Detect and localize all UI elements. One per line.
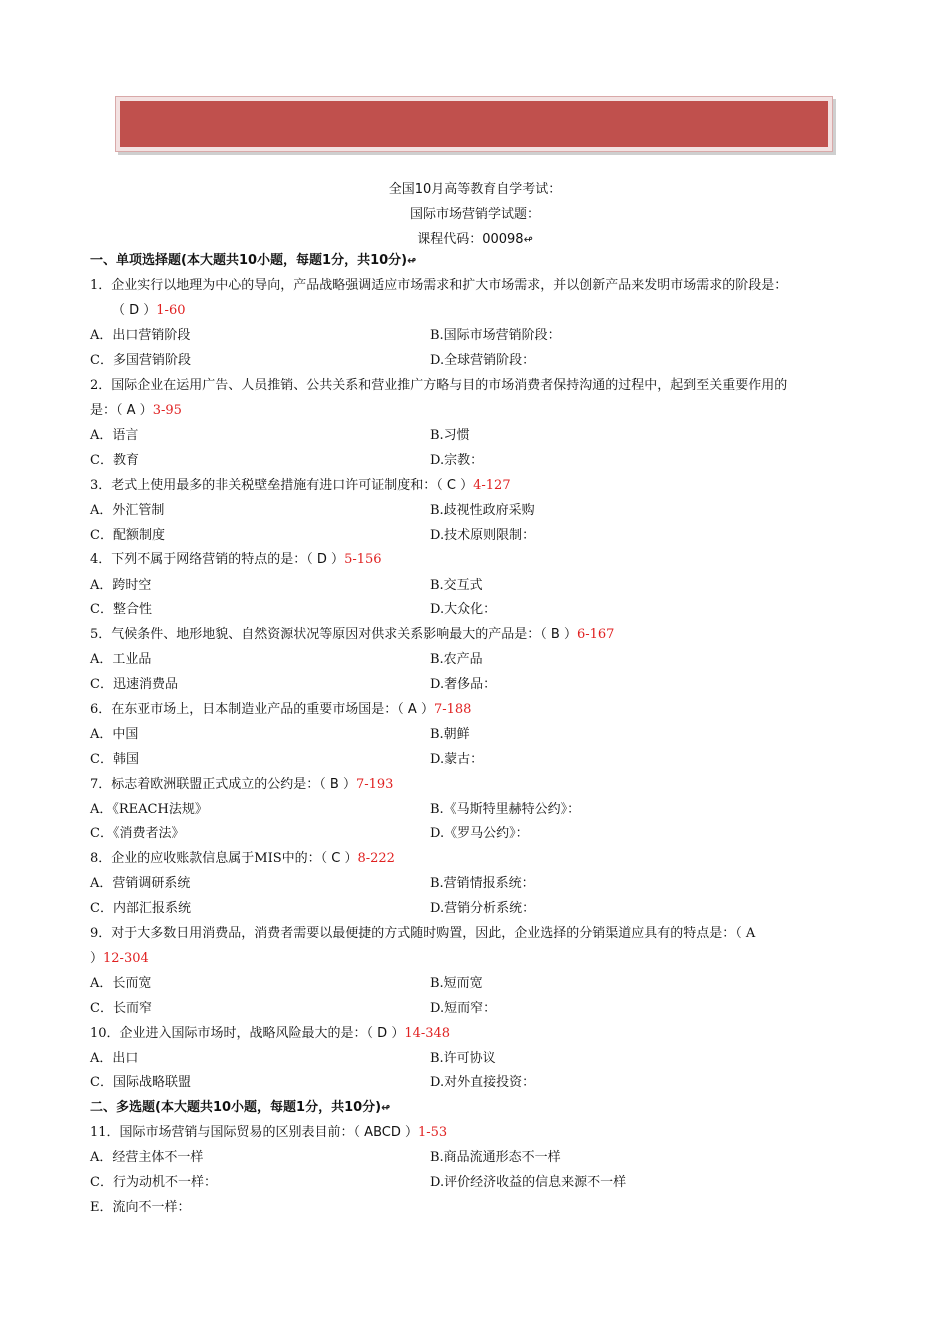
paragraph-mark-icon: ↫ [381,1101,391,1114]
question-text: 10．企业进入国际市场时，战略风险最大的是： [90,1026,367,1041]
question-text: 5．气候条件、地形地貌、自然资源状况等原因对供求关系影响最大的产品是： [90,627,541,642]
option-a: A．营销调研系统 [90,876,191,891]
section-title: 二、多选题(本大题共10小题，每题1分，共10分) [90,1100,382,1115]
option-b: B.歧视性政府采购 [430,503,535,518]
option-a: A．跨时空 [90,578,152,593]
paragraph-mark-icon: ↫ [407,254,417,267]
question-11 [90,1123,447,1143]
answer: （ C ） [436,478,474,493]
page-ref: 6-167 [576,627,615,642]
option-a: A．《REACH法规》 [90,802,208,817]
question-8 [90,849,395,869]
question-text: 6．在东亚市场上，日本制造业产品的重要市场国是： [90,702,398,717]
option-d: D.宗教： [430,453,484,468]
page-ref: 7-188 [433,702,472,717]
answer: （ A ） [116,403,153,418]
page-ref: 4-127 [473,478,511,493]
answer: （ B ） [540,627,577,642]
header-banner-fill [120,101,828,147]
option-d: D.《罗马公约》： [430,826,529,841]
option-d: D.短而窄： [430,1001,497,1016]
option-c: C．国际战略联盟 [90,1075,191,1090]
page-ref: 7-193 [355,777,394,792]
answer: （ C ） [320,851,358,866]
option-a: A．语言 [90,428,139,443]
option-a: A．中国 [90,727,139,742]
course-code [0,228,950,247]
page-ref: 5-156 [344,552,382,567]
option-c: C．整合性 [90,602,152,617]
section-single-choice [90,251,416,271]
option-d: D.蒙古： [430,752,484,767]
option-c: C．多国营销阶段 [90,353,191,368]
question-2: 2．国际企业在运用广告、人员推销、公共关系和营业推广方略与目的市场消费者保持沟通的过程中，起到至关重要作用的 [90,378,788,393]
answer: （ B ） [319,777,356,792]
option-b: B.短而宽 [430,976,483,991]
option-b: B.朝鲜 [430,727,470,742]
question-10 [90,1024,450,1044]
question-text: 4．下列不属于网络营销的特点的是： [90,552,307,567]
option-d: D.奢侈品： [430,677,497,692]
option-c: C．教育 [90,453,139,468]
option-a: A．长而宽 [90,976,152,991]
option-c: C．配额制度 [90,528,165,543]
section-title: 一、单项选择题(本大题共10小题，每题1分，共10分) [90,253,408,268]
question-9: 9．对于大多数日用消费品，消费者需要以最便捷的方式随时购置，因此，企业选择的分销渠道应具有的特点是：（ A [90,926,756,941]
question-2-text-cont: 是： [90,403,117,418]
page-ref: 14-348 [404,1026,451,1041]
option-c: C．行为动机不一样： [90,1175,217,1190]
option-b: B.许可协议 [430,1051,496,1066]
option-b: B.《马斯特里赫特公约》： [430,802,581,817]
header-banner [115,96,833,152]
option-c: C．长而窄 [90,1001,152,1016]
question-9-text-cont: ） [90,951,104,966]
option-b: B.商品流通形态不一样 [430,1150,561,1165]
question-3 [90,476,511,496]
section-multiple-choice [90,1098,390,1118]
option-d: D.对外直接投资： [430,1075,536,1090]
question-text: 8．企业的应收账款信息属于MIS中的： [90,851,321,866]
page-ref: 8-222 [357,851,395,866]
question-1: 1．企业实行以地理为中心的导向，产品战略强调适应市场需求和扩大市场需求，并以创新产品来发明市场需求的阶段是： [90,278,788,293]
option-d: D.评价经济收益的信息来源不一样 [430,1175,627,1190]
option-e: E．流向不一样： [90,1200,191,1215]
question-text: 7．标志着欧洲联盟正式成立的公约是： [90,777,320,792]
subject-title: 国际市场营销学试题： [409,207,540,222]
answer: （ D ） [366,1026,405,1041]
option-b: B.交互式 [430,578,483,593]
page-ref: 1-53 [417,1125,448,1140]
option-d: D.技术原则限制： [430,528,536,543]
question-5 [90,625,614,645]
answer: （ D ） [306,552,345,567]
question-text: 11．国际市场营销与国际贸易的区别表目前： [90,1125,354,1140]
option-b: B.营销情报系统： [430,876,535,891]
exam-title: 全国10月高等教育自学考试： [388,182,562,197]
course-code-text: 课程代码：00098 [417,232,524,247]
option-a: A．外汇管制 [90,503,165,518]
option-b: B.习惯 [430,428,470,443]
question-text: 3．老式上使用最多的非关税壁垒措施有进口许可证制度和： [90,478,437,493]
question-1-answer [112,301,186,321]
page-ref: 3-95 [152,403,182,418]
option-c: C．内部汇报系统 [90,901,191,916]
option-c: C．韩国 [90,752,139,767]
option-c: C．《消费者法》 [90,826,185,841]
option-d: D.营销分析系统： [430,901,536,916]
page-ref: 1-60 [156,303,186,318]
answer: （ D ） [112,303,157,318]
option-a: A．工业品 [90,652,152,667]
option-d: D.全球营销阶段： [430,353,536,368]
paragraph-mark-icon: ↫ [523,233,533,246]
question-9-answer [90,949,149,969]
option-a: A．经营主体不一样 [90,1150,204,1165]
option-a: A．出口营销阶段 [90,328,191,343]
question-4 [90,550,382,570]
option-c: C．迅速消费品 [90,677,178,692]
question-7 [90,775,393,795]
question-6 [90,700,471,720]
option-d: D.大众化： [430,602,497,617]
option-a: A．出口 [90,1051,139,1066]
option-b: B.国际市场营销阶段： [430,328,561,343]
answer: （ ABCD ） [353,1125,418,1140]
question-2-answer [90,401,182,421]
answer: （ A ） [397,702,434,717]
page-ref: 12-304 [103,951,149,966]
option-b: B.农产品 [430,652,483,667]
